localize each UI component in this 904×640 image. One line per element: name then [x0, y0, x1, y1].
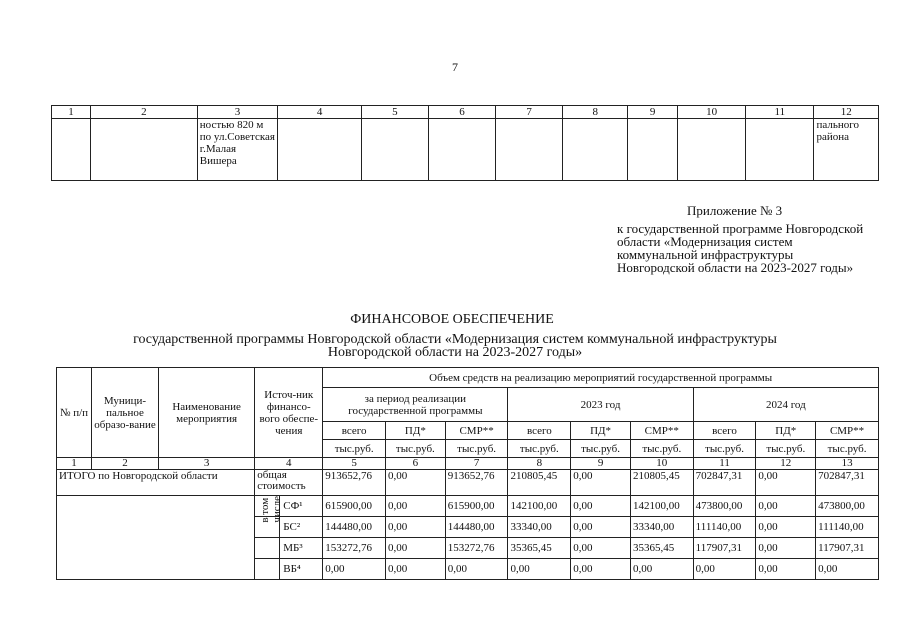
- document-title: ФИНАНСОВОЕ ОБЕСПЕЧЕНИЕ: [350, 312, 554, 327]
- value-cell: 153272,76: [323, 538, 386, 559]
- header-subcol: СМР**: [630, 422, 693, 440]
- value-cell: 35365,45: [630, 538, 693, 559]
- header-unit: тыс.руб.: [386, 440, 446, 458]
- source-label: СФ¹: [279, 496, 322, 516]
- header-period: 2024 год: [693, 388, 878, 422]
- value-cell: 615900,00: [445, 496, 508, 517]
- table-cell: [496, 119, 563, 181]
- table-cell: ностью 820 м по ул.Советская г.Малая Вишера: [197, 119, 278, 181]
- value-cell: 0,00: [323, 559, 386, 580]
- table-cell: [52, 119, 91, 181]
- total-value: 0,00: [386, 470, 446, 496]
- header-source: Источ-ник финансо-вого обеспе-чения: [255, 368, 323, 458]
- value-cell: 117907,31: [693, 538, 756, 559]
- value-cell: 35365,45: [508, 538, 571, 559]
- header-municipal: Муници-пальное образо-вание: [92, 368, 159, 458]
- header-cell: 3: [197, 106, 278, 119]
- table-cell: [677, 119, 745, 181]
- value-cell: 144480,00: [323, 517, 386, 538]
- value-cell: 0,00: [386, 559, 446, 580]
- table-row: [57, 496, 879, 517]
- table-header-row: [57, 368, 879, 388]
- column-number: 8: [508, 458, 571, 470]
- header-cell: 7: [496, 106, 563, 119]
- header-unit: тыс.руб.: [630, 440, 693, 458]
- column-number: 7: [445, 458, 508, 470]
- empty-cell: [57, 496, 255, 580]
- including-cell: [255, 559, 279, 579]
- value-cell: 0,00: [386, 496, 446, 517]
- appendix-title: Приложение № 3: [687, 203, 783, 218]
- header-cell: 12: [814, 106, 879, 119]
- column-number: 4: [255, 458, 323, 470]
- value-cell: 0,00: [756, 517, 816, 538]
- value-cell: 142100,00: [508, 496, 571, 517]
- total-value: 702847,31: [816, 470, 879, 496]
- appendix-text: к государственной программе Новгородской области «Модернизация систем коммунальной инфраструктуры Новгородской области на 2023-2027 годы»: [617, 221, 864, 275]
- including-cell: [255, 538, 279, 558]
- column-number: 10: [630, 458, 693, 470]
- header-subcol: СМР**: [816, 422, 879, 440]
- table-cell: [563, 119, 628, 181]
- column-number: 5: [323, 458, 386, 470]
- table-cell: [361, 119, 428, 181]
- finance-table: [56, 367, 879, 580]
- header-unit: тыс.руб.: [816, 440, 879, 458]
- value-cell: 0,00: [571, 538, 631, 559]
- column-number: 2: [92, 458, 159, 470]
- header-unit: тыс.руб.: [508, 440, 571, 458]
- source-label: МБ³: [279, 538, 322, 558]
- total-source: общая стоимость: [255, 470, 323, 496]
- table-cell: [91, 119, 198, 181]
- value-cell: 0,00: [508, 559, 571, 580]
- total-value: 210805,45: [508, 470, 571, 496]
- total-value: 0,00: [571, 470, 631, 496]
- header-cell: 10: [677, 106, 745, 119]
- header-period: 2023 год: [508, 388, 693, 422]
- header-unit: тыс.руб.: [323, 440, 386, 458]
- value-cell: 0,00: [571, 496, 631, 517]
- table-cell: [428, 119, 495, 181]
- table-header-row: [57, 458, 879, 470]
- total-value: 210805,45: [630, 470, 693, 496]
- total-value: 702847,31: [693, 470, 756, 496]
- header-subcol: СМР**: [445, 422, 508, 440]
- source-label: БС²: [279, 517, 322, 537]
- source-cell: [255, 538, 323, 559]
- header-num: № п/п: [57, 368, 92, 458]
- total-value: 913652,76: [323, 470, 386, 496]
- value-cell: 33340,00: [508, 517, 571, 538]
- value-cell: 473800,00: [693, 496, 756, 517]
- value-cell: 0,00: [693, 559, 756, 580]
- header-cell: 8: [563, 106, 628, 119]
- including-label: в том числе: [259, 495, 284, 523]
- source-cell: [255, 495, 323, 523]
- header-cell: 9: [628, 106, 678, 119]
- continuation-table: [51, 105, 879, 181]
- column-number: 1: [57, 458, 92, 470]
- value-cell: 0,00: [756, 559, 816, 580]
- including-cell: [255, 495, 284, 523]
- column-number: 9: [571, 458, 631, 470]
- table-cell: [746, 119, 814, 181]
- total-value: 913652,76: [445, 470, 508, 496]
- header-subcol: всего: [693, 422, 756, 440]
- value-cell: 0,00: [445, 559, 508, 580]
- header-cell: 1: [52, 106, 91, 119]
- value-cell: 117907,31: [816, 538, 879, 559]
- value-cell: 0,00: [816, 559, 879, 580]
- header-unit: тыс.руб.: [571, 440, 631, 458]
- column-number: 12: [756, 458, 816, 470]
- value-cell: 0,00: [756, 496, 816, 517]
- column-number: 11: [693, 458, 756, 470]
- value-cell: 0,00: [571, 559, 631, 580]
- source-label: ВБ⁴: [279, 559, 322, 579]
- document-subtitle: государственной программы Новгородской области «Модернизация систем коммунальной инфраструктуры Новгородской области на 2023-2027 годы»: [133, 332, 777, 360]
- header-name: Наименование мероприятия: [158, 368, 254, 458]
- table-cell: пального района: [814, 119, 879, 181]
- header-cell: 2: [91, 106, 198, 119]
- table-row: [57, 470, 879, 496]
- header-cell: 11: [746, 106, 814, 119]
- header-unit: тыс.руб.: [445, 440, 508, 458]
- value-cell: 111140,00: [693, 517, 756, 538]
- value-cell: 0,00: [630, 559, 693, 580]
- value-cell: 615900,00: [323, 496, 386, 517]
- value-cell: 33340,00: [630, 517, 693, 538]
- column-number: 13: [816, 458, 879, 470]
- column-number: 6: [386, 458, 446, 470]
- header-period: за период реализации государственной программы: [323, 388, 508, 422]
- total-value: 0,00: [756, 470, 816, 496]
- header-cell: 6: [428, 106, 495, 119]
- value-cell: 0,00: [386, 538, 446, 559]
- value-cell: 0,00: [571, 517, 631, 538]
- value-cell: 0,00: [386, 517, 446, 538]
- header-unit: тыс.руб.: [693, 440, 756, 458]
- header-volume: Объем средств на реализацию мероприятий государственной программы: [323, 368, 879, 388]
- header-subcol: всего: [508, 422, 571, 440]
- header-cell: 4: [278, 106, 362, 119]
- value-cell: 153272,76: [445, 538, 508, 559]
- header-cell: 5: [361, 106, 428, 119]
- total-label: ИТОГО по Новгородской области: [57, 470, 255, 496]
- page-number: 7: [452, 60, 458, 74]
- value-cell: 473800,00: [816, 496, 879, 517]
- value-cell: 144480,00: [445, 517, 508, 538]
- header-subcol: ПД*: [571, 422, 631, 440]
- value-cell: 0,00: [756, 538, 816, 559]
- table-cell: [278, 119, 362, 181]
- table-cell: [628, 119, 678, 181]
- header-subcol: ПД*: [756, 422, 816, 440]
- table-row: [52, 119, 879, 181]
- value-cell: 142100,00: [630, 496, 693, 517]
- header-subcol: всего: [323, 422, 386, 440]
- column-number: 3: [158, 458, 254, 470]
- value-cell: 111140,00: [816, 517, 879, 538]
- source-cell: [255, 559, 323, 580]
- table-header-row: [52, 106, 879, 119]
- header-subcol: ПД*: [386, 422, 446, 440]
- header-unit: тыс.руб.: [756, 440, 816, 458]
